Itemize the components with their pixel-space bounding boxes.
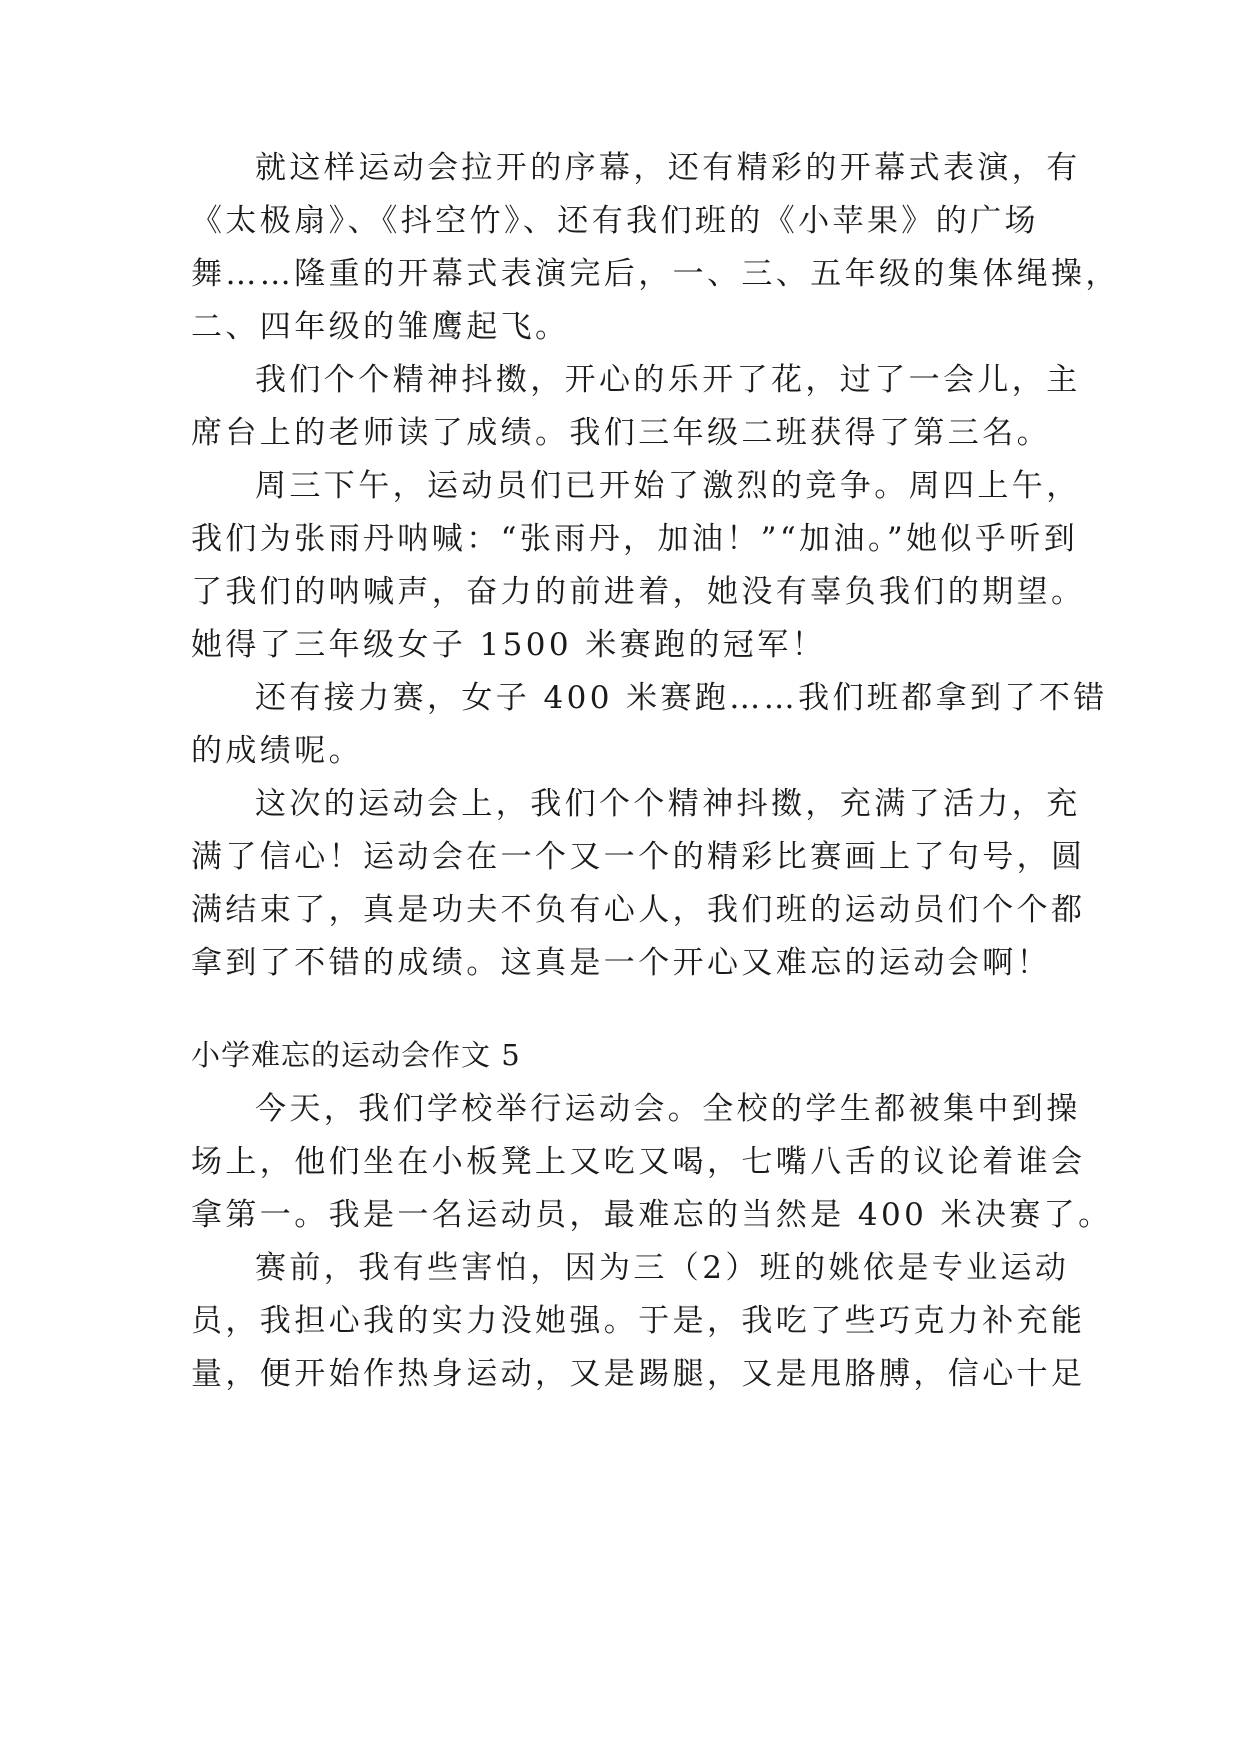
text-line: 我们个个精神抖擞，开心的乐开了花，过了一会儿，主 <box>255 362 1081 398</box>
text-line: 这次的运动会上，我们个个精神抖擞，充满了活力，充 <box>255 786 1081 822</box>
text-line: 席台上的老师读了成绩。我们三年级二班获得了第三名。 <box>191 415 1051 451</box>
text-line: 周三下午，运动员们已开始了激烈的竞争。周四上午， <box>255 468 1081 504</box>
text-line: 满结束了，真是功夫不负有心人，我们班的运动员们个个都 <box>191 892 1086 928</box>
text-line: 拿第一。我是一名运动员，最难忘的当然是 400 米决赛了。 <box>191 1197 1113 1233</box>
text-line: 还有接力赛，女子 400 米赛跑……我们班都拿到了不错 <box>255 680 1108 716</box>
text-line: 拿到了不错的成绩。这真是一个开心又难忘的运动会啊！ <box>191 945 1051 981</box>
text-line: 员，我担心我的实力没她强。于是，我吃了些巧克力补充能 <box>191 1303 1086 1339</box>
text-line: 舞……隆重的开幕式表演完后，一、三、五年级的集体绳操， <box>191 256 1120 292</box>
text-line: 场上，他们坐在小板凳上又吃又喝，七嘴八舌的议论着谁会 <box>191 1144 1086 1180</box>
text-line: 她得了三年级女子 1500 米赛跑的冠军！ <box>191 627 826 663</box>
text-line: 今天，我们学校举行运动会。全校的学生都被集中到操 <box>255 1091 1081 1127</box>
text-line: 赛前，我有些害怕，因为三（2）班的姚依是专业运动 <box>255 1250 1070 1286</box>
section-heading: 小学难忘的运动会作文 5 <box>191 1038 521 1072</box>
text-line: 量，便开始作热身运动，又是踢腿，又是甩胳膊，信心十足 <box>191 1356 1086 1392</box>
text-line: 我们为张雨丹呐喊：“张雨丹，加油！”“加油。”她似乎听到 <box>191 521 1079 557</box>
text-line: 满了信心！运动会在一个又一个的精彩比赛画上了句号，圆 <box>191 839 1086 875</box>
text-line: 了我们的呐喊声，奋力的前进着，她没有辜负我们的期望。 <box>191 574 1086 610</box>
text-line: 的成绩呢。 <box>191 733 363 769</box>
text-line: 就这样运动会拉开的序幕，还有精彩的开幕式表演，有 <box>255 150 1081 186</box>
text-line: 二、四年级的雏鹰起飞。 <box>191 309 570 345</box>
text-line: 《太极扇》、《抖空竹》、还有我们班的《小苹果》的广场 <box>191 203 1039 239</box>
